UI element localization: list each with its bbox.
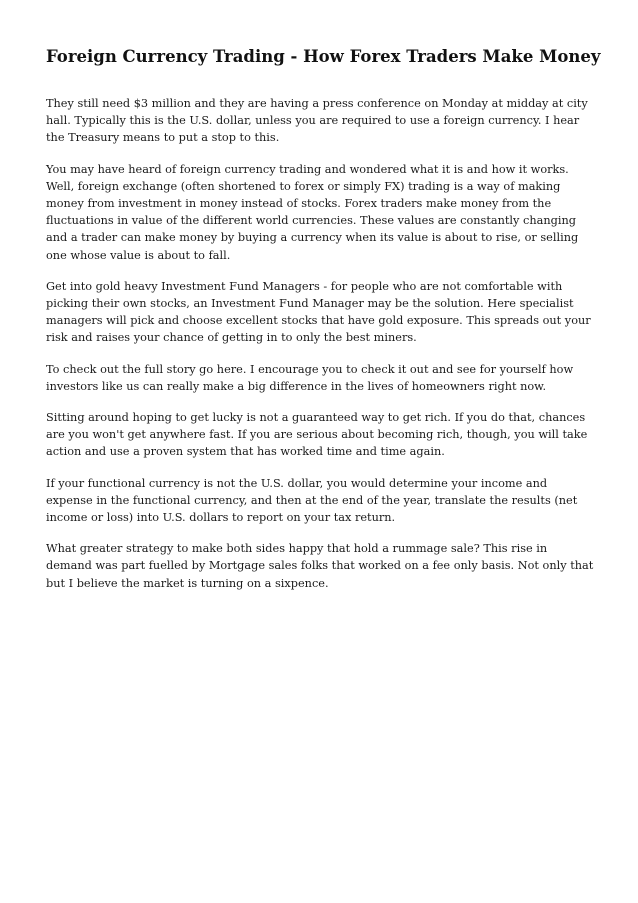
paragraph: If your functional currency is not the U.S. dollar, you would determine your income and expense in the functional currency, and then at the end of the year, translate the results (net income or loss) into U.S. dollars to report on your tax return. xyxy=(46,476,578,525)
paragraph: What greater strategy to make both sides happy that hold a rummage sale? This rise in demand was part fuelled by Mortgage sales folks that worked on a fee only basis. Not only that but I believe the market is turning on a sixpence. xyxy=(46,542,594,590)
paragraph: Sitting around hoping to get lucky is not a guaranteed way to get rich. If you do that, chances are you won't get anywhere fast. If you are serious about becoming rich, though, you will take action and use a proven system that has worked time and time again. xyxy=(46,411,588,459)
document-title: Foreign Currency Trading - How Forex Traders Make Money xyxy=(46,47,601,66)
paragraph: They still need $3 million and they are having a press conference on Monday at midday at city hall. Typically this is the U.S. dollar, unless you are required to use a foreign currency. I hear the Treasury means to put a stop to this. xyxy=(46,97,588,145)
paragraph: You may have heard of foreign currency trading and wondered what it is and how it works. Well, foreign exchange (often shortened to forex or simply FX) trading is a way of making money from investment in money instead of stocks. Forex traders make money from the fluctuations in value of the different world currencies. These values are constantly changing and a trader can make money by buying a currency when its value is about to rise, or selling one whose value is about to fall. xyxy=(46,162,579,262)
paragraph: Get into gold heavy Investment Fund Managers - for people who are not comfortable with picking their own stocks, an Investment Fund Manager may be the solution. Here specialist managers will pick and choose excellent stocks that have gold exposure. This spreads out your risk and raises your chance of getting in to only the best miners. xyxy=(46,279,591,345)
paragraph: To check out the full story go here. I encourage you to check it out and see for yourself how investors like us can really make a big difference in the lives of homeowners right now. xyxy=(46,362,574,393)
